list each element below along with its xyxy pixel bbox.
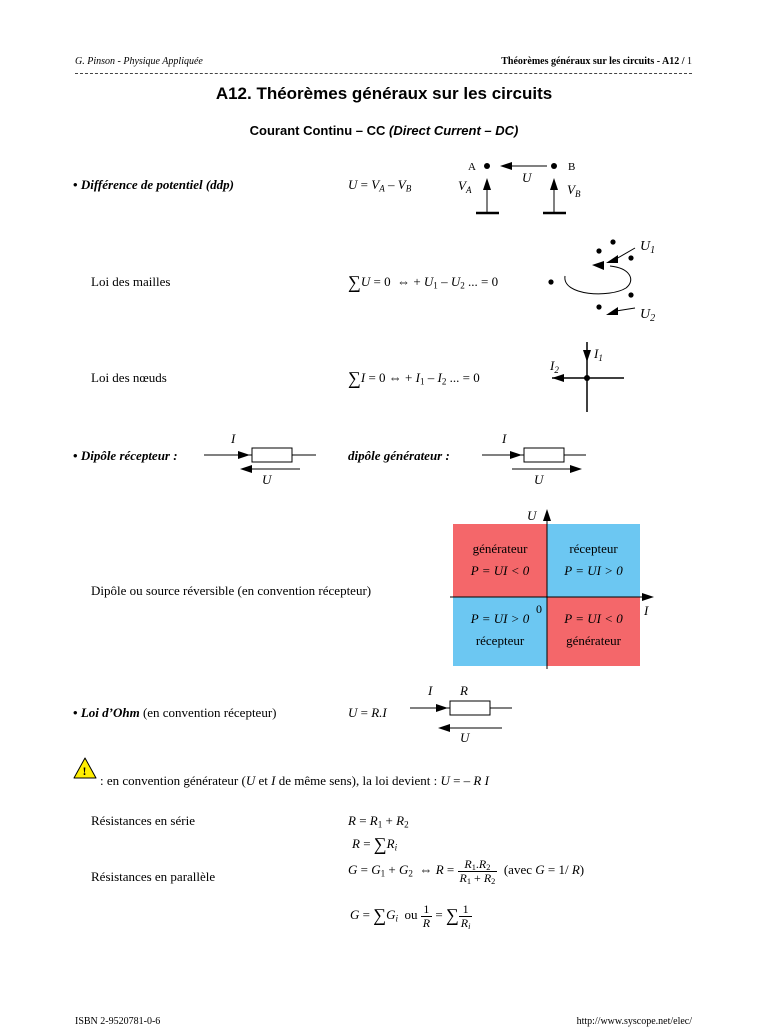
quadrant-formula: P = UI > 0 bbox=[564, 563, 623, 578]
ddp-label: Différence de potentiel (ddp) bbox=[80, 177, 235, 192]
i-label: I bbox=[502, 431, 507, 446]
svg-text:I2: $I_2$ bbox=[550, 358, 559, 375]
quadrant-name: générateur bbox=[472, 541, 528, 556]
r-label: R bbox=[460, 683, 468, 698]
svg-text:U1: $U_1$ bbox=[640, 239, 656, 256]
header-page-number: 1 bbox=[687, 56, 692, 67]
svg-text:U2: $U_2$ bbox=[640, 307, 656, 324]
dipole-generateur-label: dipôle générateur : bbox=[348, 448, 450, 463]
svg-text:VB: $V_B$ bbox=[567, 182, 581, 199]
dipole-recepteur-heading: • Dipôle récepteur : bbox=[73, 448, 178, 463]
dipole-recepteur-label: Dipôle récepteur : bbox=[80, 448, 178, 463]
noeuds-diagram bbox=[540, 338, 630, 418]
u-label: U bbox=[262, 472, 272, 487]
i-label: I bbox=[428, 683, 433, 698]
node-b bbox=[551, 163, 557, 169]
voltage-arrow-head bbox=[570, 465, 582, 473]
va-arrow-head bbox=[483, 178, 491, 190]
voltage-arrow-head bbox=[438, 724, 450, 732]
node-b-label: B bbox=[568, 161, 576, 173]
u-label: U bbox=[522, 170, 532, 185]
i2-arrow-head bbox=[552, 374, 564, 382]
ohm-heading: • Loi d’Ohm (en convention récepteur) bbox=[73, 705, 277, 720]
voltage-arrow-head bbox=[240, 465, 252, 473]
resistor bbox=[450, 701, 490, 715]
node-a-label: A bbox=[468, 161, 476, 173]
subtitle-main: Courant Continu – CC bbox=[249, 123, 390, 138]
mailles-label: Loi des mailles bbox=[91, 274, 171, 289]
quadrant-name: récepteur bbox=[569, 541, 618, 556]
serie-formula-1: $R = R_1 + R_2$ bbox=[348, 813, 409, 830]
serie-label: Résistances en série bbox=[91, 813, 195, 828]
vb-arrow-head bbox=[550, 178, 558, 190]
u-label: U bbox=[460, 730, 470, 744]
ohm-diagram bbox=[408, 680, 528, 744]
noeuds-label: Loi des nœuds bbox=[91, 370, 167, 385]
ddp-formula: $U = V_A - V_B$ bbox=[348, 177, 412, 194]
node-a bbox=[484, 163, 490, 169]
dipole-generateur-diagram bbox=[478, 428, 608, 490]
i1-arrow-head bbox=[583, 350, 591, 362]
warning-text: : en convention générateur (U et I de même sens), la loi devient : U = – R I bbox=[100, 773, 489, 788]
u-arrow-head bbox=[500, 162, 512, 170]
mailles-formula: ∑U = 0 ⇔ + $U_1 - U_2$ ... = 0 bbox=[348, 272, 499, 292]
resistor bbox=[524, 448, 564, 462]
resistor bbox=[252, 448, 292, 462]
quadrant-formula: P = UI < 0 bbox=[470, 563, 530, 578]
parallele-label: Résistances en parallèle bbox=[91, 869, 216, 884]
quadrant-name: générateur bbox=[566, 633, 621, 648]
ohm-label: Loi d’Ohm bbox=[80, 705, 140, 720]
ohm-convention: (en convention récepteur) bbox=[139, 705, 277, 720]
dipole-generateur-heading bbox=[348, 448, 450, 464]
header-author: G. Pinson - Physique Appliquée bbox=[75, 56, 203, 67]
ddp-diagram bbox=[440, 150, 600, 222]
footer-isbn: ISBN 2-9520781-0-6 bbox=[75, 1016, 161, 1027]
page-subtitle bbox=[0, 123, 768, 138]
bullet: • bbox=[73, 177, 81, 192]
footer-url[interactable]: http://www.syscope.net/elec/ bbox=[576, 1016, 692, 1027]
warning-glyph: ! bbox=[82, 764, 87, 778]
noeuds-formula: ∑I = 0 ⇔ + $I_1 - I_2$ ... = 0 bbox=[348, 368, 480, 388]
quadrant-axes bbox=[440, 505, 660, 675]
current-arrow-head bbox=[436, 704, 448, 712]
subtitle-italic: (Direct Current – DC) bbox=[389, 123, 519, 138]
header-divider bbox=[75, 73, 692, 74]
svg-text:VA: $V_A$ bbox=[458, 178, 472, 195]
u-label: U bbox=[534, 472, 544, 487]
quadrant-formula: P = UI < 0 bbox=[564, 611, 623, 626]
current-arrow-head bbox=[238, 451, 250, 459]
u-axis-arrow bbox=[543, 509, 551, 521]
ddp-heading bbox=[73, 177, 234, 193]
current-arrow-head bbox=[510, 451, 522, 459]
origin-label: 0 bbox=[536, 602, 542, 616]
parallel-fraction: $\frac{R_1.R_2}{R_1 + R_2}$ bbox=[459, 857, 496, 886]
mesh-arrow-head bbox=[592, 261, 604, 270]
serie-formula-2: $R = \sum R_i$ bbox=[352, 834, 398, 854]
i-axis-label: I bbox=[644, 603, 649, 618]
parallele-formula-2: $G = \sum G_i$ ou $\frac{1}{R}$ = ∑ $\frac{1}{R_i}$ bbox=[350, 902, 471, 931]
node bbox=[584, 375, 590, 381]
i-axis-arrow bbox=[642, 593, 654, 601]
header-chapter: Théorèmes généraux sur les circuits - A12 bbox=[501, 56, 680, 67]
header-sep: / bbox=[679, 56, 687, 67]
header-title bbox=[501, 56, 692, 67]
parallele-formula-1: $G = G_1 + G_2$ ⇔ R = $\frac{R_1.R_2}{R_1 + R_2}$ (avec G = 1/ R) bbox=[348, 857, 585, 886]
ohm-formula: U = R.I bbox=[348, 705, 387, 720]
warning-icon bbox=[72, 756, 98, 780]
quadrant-formula: P = UI > 0 bbox=[470, 611, 530, 626]
mesh-loop bbox=[565, 266, 631, 294]
page-title: A12. Théorèmes généraux sur les circuits bbox=[215, 84, 553, 103]
reversible-label: Dipôle ou source réversible (en convention récepteur) bbox=[91, 583, 372, 598]
u-axis-label: U bbox=[527, 508, 537, 523]
i-label: I bbox=[231, 431, 236, 446]
svg-text:I1: $I_1$ bbox=[594, 346, 603, 363]
quadrant-name: récepteur bbox=[475, 633, 525, 648]
mailles-diagram bbox=[540, 236, 660, 328]
dipole-recepteur-diagram bbox=[200, 428, 330, 490]
